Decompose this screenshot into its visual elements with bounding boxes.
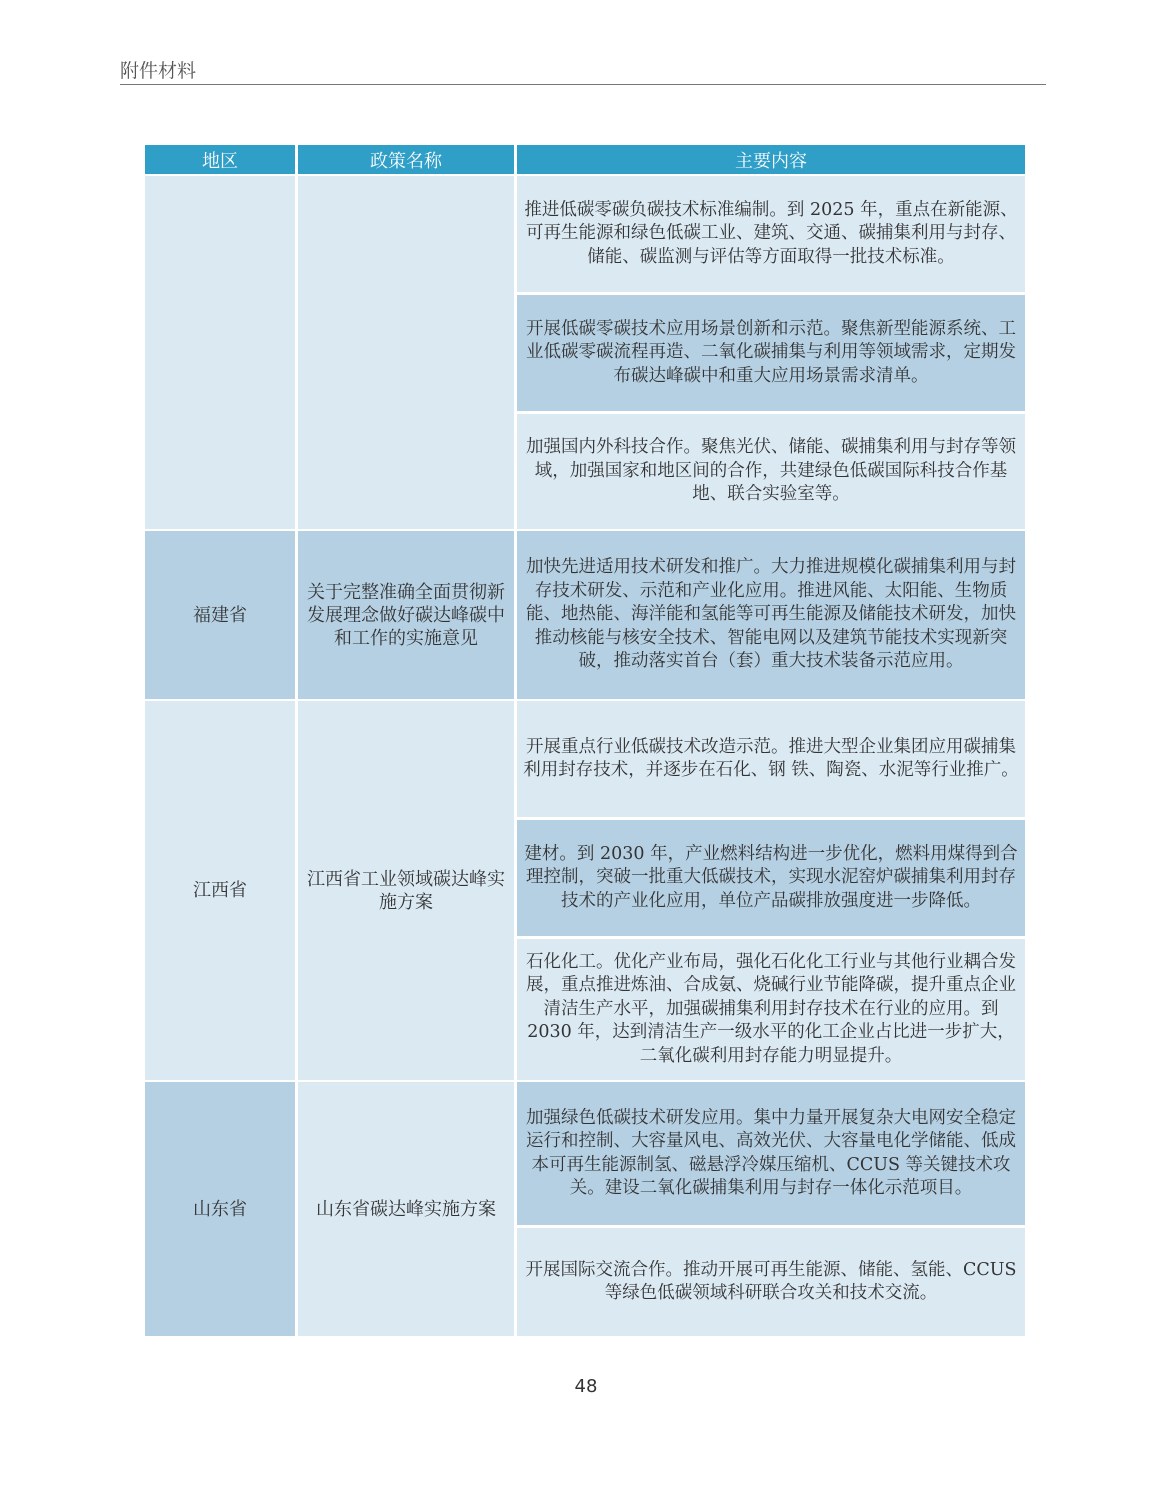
table-row [145, 174, 1025, 529]
content-cell: 加强绿色低碳技术研发应用。集中力量开展复杂大电网安全稳定运行和控制、大容量风电、高效光伏、大容量电化学储能、低成本可再生能源制氢、磁悬浮冷媒压缩机、CCUS 等关键技术攻关。建设二氧化碳捕集利用与封存一体化示范项目。 [517, 1082, 1025, 1225]
table-row [145, 1080, 1025, 1336]
table-row [145, 529, 1025, 699]
column-header-region: 地区 [145, 145, 295, 174]
column-header-content: 主要内容 [517, 145, 1025, 174]
column-header-policy: 政策名称 [298, 145, 514, 174]
policy-cell: 江西省工业领域碳达峰实施方案 [298, 701, 514, 1080]
content-column [517, 701, 1025, 1080]
region-cell: 山东省 [145, 1082, 295, 1336]
header-divider [120, 84, 1046, 85]
policy-cell: 关于完整准确全面贯彻新发展理念做好碳达峰碳中和工作的实施意见 [298, 531, 514, 699]
content-column [517, 176, 1025, 529]
region-cell: 江西省 [145, 701, 295, 1080]
content-cell: 开展重点行业低碳技术改造示范。推进大型企业集团应用碳捕集利用封存技术，并逐步在石化、钢 铁、陶瓷、水泥等行业推广。 [517, 701, 1025, 817]
policy-table [145, 145, 1025, 1336]
page-number: 48 [574, 1376, 598, 1397]
content-column [517, 531, 1025, 699]
content-cell: 加快先进适用技术研发和推广。大力推进规模化碳捕集利用与封存技术研发、示范和产业化应用。推进风能、太阳能、生物质能、地热能、海洋能和氢能等可再生能源及储能技术研发，加快推动核能与核安全技术、智能电网以及建筑节能技术实现新突破，推动落实首台（套）重大技术装备示范应用。 [517, 531, 1025, 699]
policy-cell: 山东省碳达峰实施方案 [298, 1082, 514, 1336]
header-title: 附件材料 [120, 60, 197, 82]
content-cell: 石化化工。优化产业布局，强化石化化工行业与其他行业耦合发展，重点推进炼油、合成氨、烧碱行业节能降碳，提升重点企业清洁生产水平，加强碳捕集利用封存技术在行业的应用。到 2030 年，达到清洁生产一级水平的化工企业占比进一步扩大，二氧化碳利用封存能力明显提升。 [517, 936, 1025, 1080]
policy-cell [298, 176, 514, 529]
table-header [145, 145, 1025, 174]
content-cell: 开展低碳零碳技术应用场景创新和示范。聚焦新型能源系统、工业低碳零碳流程再造、二氧化碳捕集与利用等领域需求，定期发布碳达峰碳中和重大应用场景需求清单。 [517, 292, 1025, 411]
region-cell: 福建省 [145, 531, 295, 699]
table-row [145, 699, 1025, 1080]
content-cell: 加强国内外科技合作。聚焦光伏、储能、碳捕集利用与封存等领域，加强国家和地区间的合作，共建绿色低碳国际科技合作基地、联合实验室等。 [517, 411, 1025, 529]
content-column [517, 1082, 1025, 1336]
region-cell [145, 176, 295, 529]
content-cell: 开展国际交流合作。推动开展可再生能源、储能、氢能、CCUS 等绿色低碳领域科研联合攻关和技术交流。 [517, 1225, 1025, 1336]
content-cell: 建材。到 2030 年，产业燃料结构进一步优化，燃料用煤得到合理控制，突破一批重大低碳技术，实现水泥窑炉碳捕集利用封存技术的产业化应用，单位产品碳排放强度进一步降低。 [517, 817, 1025, 936]
content-cell: 推进低碳零碳负碳技术标准编制。到 2025 年，重点在新能源、可再生能源和绿色低碳工业、建筑、交通、碳捕集利用与封存、储能、碳监测与评估等方面取得一批技术标准。 [517, 176, 1025, 292]
